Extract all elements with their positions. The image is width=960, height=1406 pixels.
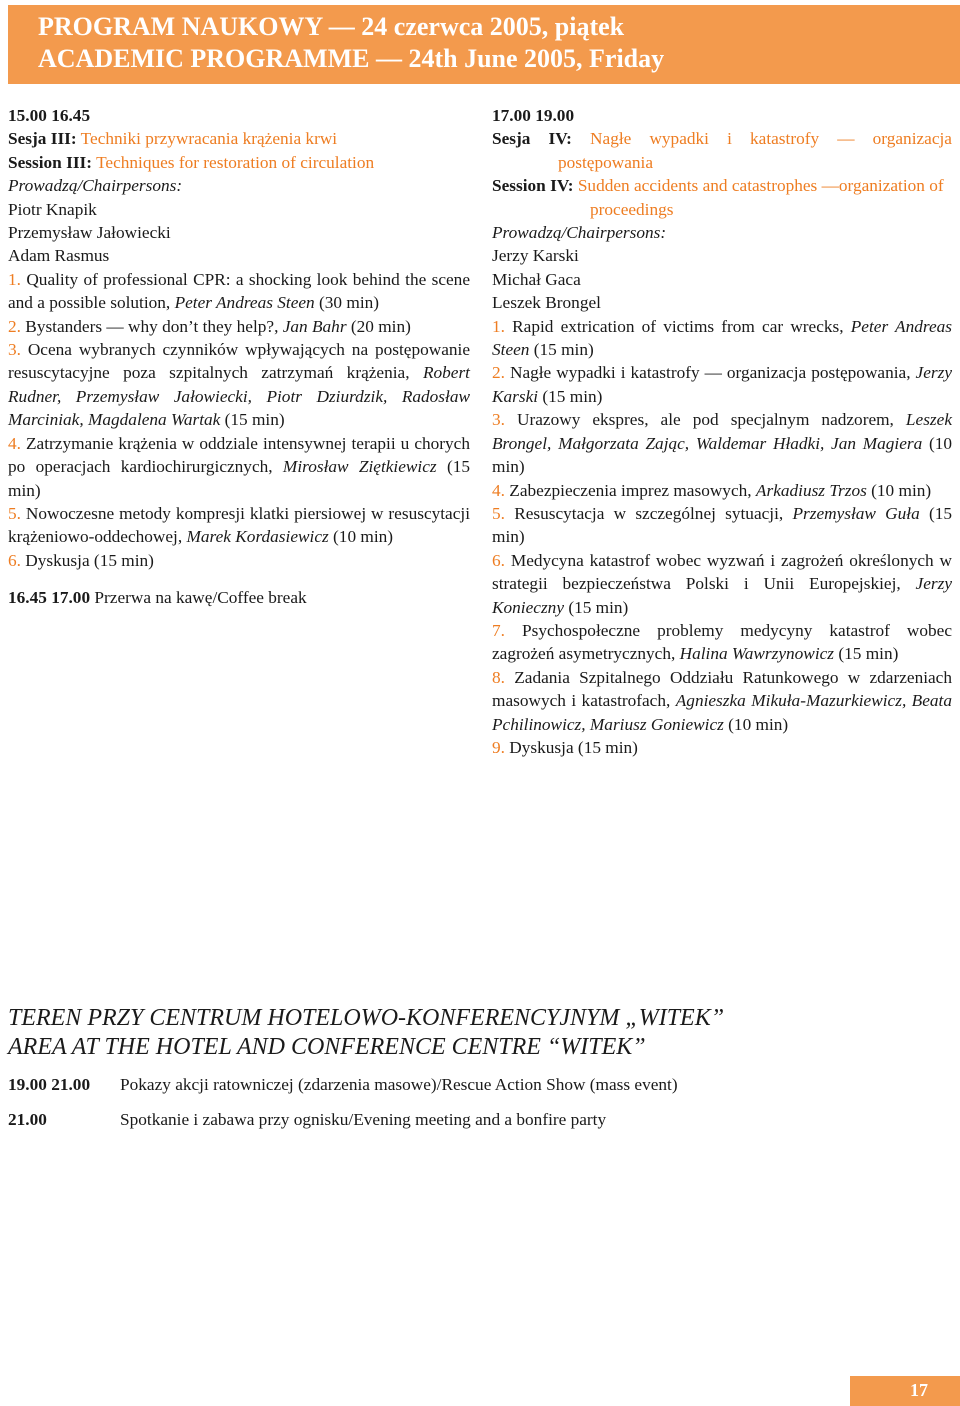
item-text: Quality of professional CPR: a shocking look behind the scene and a possible solution, bbox=[8, 269, 470, 313]
page-number: 17 bbox=[850, 1376, 960, 1406]
chairpersons-label: Prowadzą/Chairpersons: bbox=[492, 223, 667, 243]
program-item bbox=[492, 315, 952, 362]
item-number: 4. bbox=[8, 433, 21, 453]
item-duration: (15 min) bbox=[492, 503, 953, 547]
program-item bbox=[492, 736, 952, 759]
item-text: Rapid extrication of victims from car wrecks, bbox=[504, 316, 851, 336]
chairperson: Piotr Knapik bbox=[8, 199, 97, 219]
item-number: 5. bbox=[492, 503, 505, 523]
item-authors: Peter Andreas Steen bbox=[174, 293, 315, 313]
item-authors: Marek Kordasiewicz bbox=[186, 527, 329, 547]
item-authors: Mirosław Ziętkiewicz bbox=[282, 457, 437, 477]
program-item bbox=[8, 432, 470, 502]
item-number: 2. bbox=[492, 363, 505, 383]
session-title-en bbox=[492, 174, 952, 221]
session-title-pl bbox=[8, 127, 470, 150]
session-topic-pl: Techniki przywracania krążenia krwi bbox=[80, 129, 338, 149]
item-text: Zabezpieczenia imprez masowych, bbox=[504, 480, 756, 500]
break-text: Przerwa na kawę/Coffee break bbox=[94, 588, 307, 608]
item-duration: (10 min) bbox=[328, 527, 394, 547]
item-number: 4. bbox=[492, 480, 505, 500]
item-text: Zadania Szpitalnego Oddziału Ratunkowego w zdarzeniach masowych i katastrofach, bbox=[492, 667, 952, 711]
break-time: 16.45 17.00 bbox=[8, 588, 91, 608]
header-title-pl: PROGRAM NAUKOWY — 24 czerwca 2005, piątek bbox=[38, 12, 625, 41]
header-banner bbox=[8, 5, 960, 84]
venue-heading bbox=[8, 1004, 948, 1062]
item-authors: Jerzy Konieczny bbox=[492, 574, 952, 617]
item-text: Zatrzymanie krążenia w oddziale intensywnej terapii u chorych po operacjach kardiochirurgicznych, bbox=[8, 433, 470, 477]
item-number: 3. bbox=[492, 410, 505, 430]
chairperson: Michał Gaca bbox=[492, 269, 581, 289]
item-text: Resuscytacja w szczególnej sytuacji, bbox=[504, 503, 793, 523]
chairpersons-label: Prowadzą/Chairpersons: bbox=[8, 176, 183, 196]
session-label-en: Session IV: bbox=[492, 176, 574, 196]
item-duration: (15 min) bbox=[8, 457, 470, 500]
program-item bbox=[492, 361, 952, 408]
chairperson: Przemysław Jałowiecki bbox=[8, 223, 171, 243]
item-duration: (10 min) bbox=[492, 433, 953, 477]
program-item bbox=[8, 315, 470, 338]
session-label-pl: Sesja III: bbox=[8, 129, 77, 149]
program-item bbox=[492, 666, 952, 736]
item-text: Urazowy ekspres, ale pod specjalnym nadzorem, bbox=[504, 410, 906, 430]
program-item bbox=[8, 268, 470, 315]
session-title-pl bbox=[492, 127, 952, 174]
item-number: 3. bbox=[8, 340, 21, 360]
session-iv-column bbox=[492, 104, 952, 759]
schedule-time: 21.00 bbox=[8, 1110, 47, 1129]
item-duration: (10 min) bbox=[723, 714, 789, 734]
chairperson: Jerzy Karski bbox=[492, 246, 579, 266]
item-number: 6. bbox=[492, 550, 505, 570]
item-number: 1. bbox=[492, 316, 505, 336]
session-title-en bbox=[8, 151, 470, 174]
item-duration: (30 min) bbox=[314, 293, 380, 313]
item-duration: (10 min) bbox=[866, 480, 932, 500]
item-duration: (15 min) bbox=[220, 410, 285, 430]
item-number: 9. bbox=[492, 737, 505, 757]
program-item bbox=[492, 502, 952, 549]
item-duration: (15 min) bbox=[564, 597, 629, 617]
program-item bbox=[8, 338, 470, 432]
program-item bbox=[492, 549, 952, 619]
chairperson: Adam Rasmus bbox=[8, 246, 110, 266]
item-authors: Jerzy Karski bbox=[492, 363, 952, 406]
venue-heading-pl: TEREN PRZY CENTRUM HOTELOWO-KONFERENCYJNYM „WITEK” bbox=[8, 1005, 725, 1031]
item-text: Dyskusja (15 min) bbox=[504, 737, 638, 757]
program-item bbox=[8, 502, 470, 549]
item-text: Bystanders — why don’t they help?, bbox=[20, 316, 283, 336]
schedule-time: 19.00 21.00 bbox=[8, 1075, 91, 1094]
program-item bbox=[492, 619, 952, 666]
item-authors: Leszek Brongel, Małgorzata Zając, Waldemar Hładki, Jan Magiera bbox=[492, 410, 952, 453]
schedule-row bbox=[8, 1108, 606, 1131]
schedule-text: Spotkanie i zabawa przy ognisku/Evening meeting and a bonfire party bbox=[120, 1110, 607, 1129]
session-time: 15.00 16.45 bbox=[8, 106, 91, 125]
header-title-en: ACADEMIC PROGRAMME — 24th June 2005, Friday bbox=[38, 44, 665, 73]
item-duration: (15 min) bbox=[538, 386, 603, 406]
session-label-en: Session III: bbox=[8, 152, 93, 172]
item-number: 6. bbox=[8, 550, 21, 570]
item-authors: Arkadiusz Trzos bbox=[755, 480, 867, 500]
session-topic-pl: Nagłe wypadki i katastrofy — organizacja postępowania bbox=[558, 129, 952, 172]
program-item bbox=[8, 549, 470, 572]
session-label-pl: Sesja IV: bbox=[492, 129, 572, 149]
item-number: 1. bbox=[8, 269, 21, 289]
session-time: 17.00 19.00 bbox=[492, 106, 575, 125]
item-text: Psychospołeczne problemy medycyny katastrof wobec zagrożeń asymetrycznych, bbox=[492, 620, 952, 664]
chairperson: Leszek Brongel bbox=[492, 293, 601, 313]
item-text: Dyskusja (15 min) bbox=[20, 550, 154, 570]
session-iii-column bbox=[8, 104, 470, 610]
item-number: 8. bbox=[492, 667, 505, 687]
item-duration: (15 min) bbox=[834, 644, 899, 664]
item-text: Medycyna katastrof wobec wyzwań i zagrożeń określonych w strategii bezpieczeństwa Polski i Unii Europejskiej, bbox=[492, 550, 952, 594]
coffee-break bbox=[8, 586, 470, 609]
item-authors: Halina Wawrzynowicz bbox=[679, 644, 835, 664]
program-item bbox=[492, 408, 952, 478]
item-authors: Agnieszka Mikuła-Mazurkiewicz, Beata Pchilinowicz, Mariusz Goniewicz bbox=[492, 691, 952, 734]
item-duration: (15 min) bbox=[529, 340, 594, 360]
program-item bbox=[492, 479, 952, 502]
session-topic-en: Sudden accidents and catastrophes —organization of proceedings bbox=[577, 176, 944, 219]
schedule-row bbox=[8, 1073, 678, 1096]
item-authors: Jan Bahr bbox=[282, 316, 347, 336]
item-authors: Przemysław Guła bbox=[792, 503, 920, 523]
item-number: 2. bbox=[8, 316, 21, 336]
item-number: 5. bbox=[8, 503, 21, 523]
item-text: Nagłe wypadki i katastrofy — organizacja postępowania, bbox=[504, 363, 916, 383]
session-topic-en: Techniques for restoration of circulation bbox=[96, 152, 375, 172]
item-text: Ocena wybranych czynników wpływających na postępowanie resuscytacyjne poza szpitalnych zatrzymań krążenia, bbox=[8, 340, 470, 383]
venue-heading-en: AREA AT THE HOTEL AND CONFERENCE CENTRE “WITEK” bbox=[8, 1034, 646, 1060]
item-authors: Robert Rudner, Przemysław Jałowiecki, Piotr Dziurdzik, Radosław Marciniak, Magdalena Wartak bbox=[8, 363, 470, 430]
item-authors: Peter Andreas Steen bbox=[492, 316, 952, 360]
schedule-text: Pokazy akcji ratowniczej (zdarzenia masowe)/Rescue Action Show (mass event) bbox=[120, 1075, 678, 1094]
item-text: Nowoczesne metody kompresji klatki piersiowej w resuscytacji krążeniowo-oddechowej, bbox=[8, 503, 470, 547]
item-duration: (20 min) bbox=[346, 316, 411, 336]
item-number: 7. bbox=[492, 620, 505, 640]
